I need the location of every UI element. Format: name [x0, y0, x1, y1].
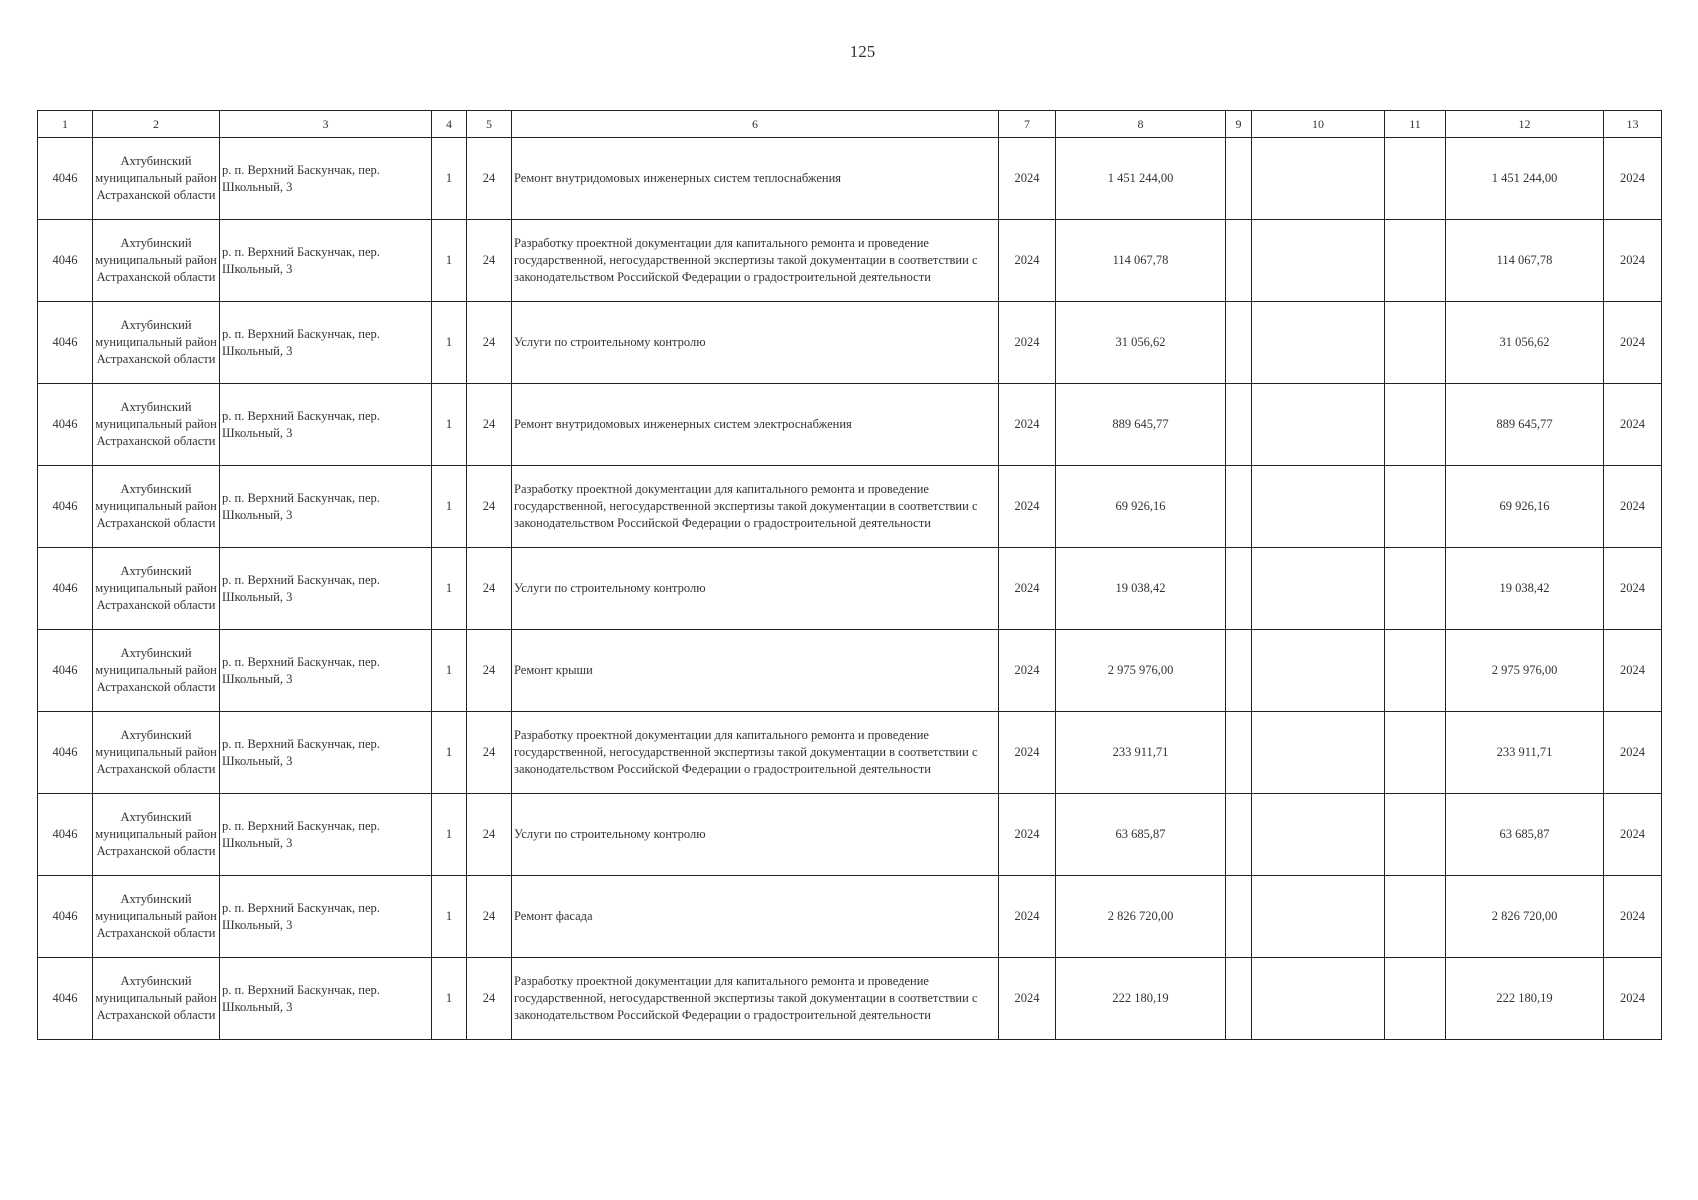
cell-col-11 [1385, 630, 1446, 712]
cell-address: р. п. Верхний Баскунчак, пер. Школьный, 3 [220, 138, 432, 220]
column-header: 11 [1385, 111, 1446, 138]
cell-total-cost: 69 926,16 [1056, 466, 1226, 548]
cell-col-11 [1385, 712, 1446, 794]
cell-house-id: 4046 [38, 794, 93, 876]
cell-col-10 [1252, 466, 1385, 548]
column-header: 6 [512, 111, 999, 138]
cell-col-5: 24 [467, 876, 512, 958]
cell-col-9 [1226, 548, 1252, 630]
cell-house-id: 4046 [38, 220, 93, 302]
cell-work-type: Ремонт внутридомовых инженерных систем электроснабжения [512, 384, 999, 466]
cell-work-type: Услуги по строительному контролю [512, 302, 999, 384]
cell-col-4: 1 [432, 794, 467, 876]
cell-year: 2024 [999, 712, 1056, 794]
cell-col-4: 1 [432, 220, 467, 302]
cell-municipality: Ахтубинский муниципальный район Астраханской области [93, 138, 220, 220]
cell-col-5: 24 [467, 794, 512, 876]
cell-municipality: Ахтубинский муниципальный район Астраханской области [93, 630, 220, 712]
cell-year: 2024 [999, 794, 1056, 876]
cell-year: 2024 [999, 548, 1056, 630]
cell-col-9 [1226, 958, 1252, 1040]
cell-total-cost: 31 056,62 [1056, 302, 1226, 384]
cell-house-id: 4046 [38, 876, 93, 958]
column-header: 3 [220, 111, 432, 138]
column-header: 10 [1252, 111, 1385, 138]
cell-total-cost: 114 067,78 [1056, 220, 1226, 302]
cell-municipality: Ахтубинский муниципальный район Астраханской области [93, 794, 220, 876]
table-row [38, 958, 1662, 1040]
cell-funding-amount: 2 826 720,00 [1446, 876, 1604, 958]
cell-municipality: Ахтубинский муниципальный район Астраханской области [93, 466, 220, 548]
column-header: 9 [1226, 111, 1252, 138]
cell-total-cost: 2 826 720,00 [1056, 876, 1226, 958]
cell-funding-amount: 69 926,16 [1446, 466, 1604, 548]
cell-col-4: 1 [432, 712, 467, 794]
cell-completion-year: 2024 [1604, 876, 1662, 958]
cell-completion-year: 2024 [1604, 138, 1662, 220]
cell-col-10 [1252, 548, 1385, 630]
cell-completion-year: 2024 [1604, 384, 1662, 466]
cell-work-type: Разработку проектной документации для капитального ремонта и проведение государственной, негосударственной экспертизы такой документации в соответствии с законодательством Российской Федерации о градостроительной деятельности [512, 220, 999, 302]
cell-col-9 [1226, 138, 1252, 220]
cell-year: 2024 [999, 384, 1056, 466]
cell-municipality: Ахтубинский муниципальный район Астраханской области [93, 876, 220, 958]
table-row [38, 138, 1662, 220]
cell-total-cost: 2 975 976,00 [1056, 630, 1226, 712]
cell-municipality: Ахтубинский муниципальный район Астраханской области [93, 958, 220, 1040]
cell-col-4: 1 [432, 630, 467, 712]
cell-address: р. п. Верхний Баскунчак, пер. Школьный, 3 [220, 548, 432, 630]
cell-col-9 [1226, 794, 1252, 876]
cell-col-11 [1385, 220, 1446, 302]
cell-address: р. п. Верхний Баскунчак, пер. Школьный, 3 [220, 876, 432, 958]
cell-col-9 [1226, 712, 1252, 794]
cell-work-type: Разработку проектной документации для капитального ремонта и проведение государственной, негосударственной экспертизы такой документации в соответствии с законодательством Российской Федерации о градостроительной деятельности [512, 958, 999, 1040]
cell-completion-year: 2024 [1604, 630, 1662, 712]
cell-col-4: 1 [432, 384, 467, 466]
cell-house-id: 4046 [38, 630, 93, 712]
table-body [38, 138, 1662, 1040]
cell-year: 2024 [999, 876, 1056, 958]
cell-house-id: 4046 [38, 958, 93, 1040]
cell-col-10 [1252, 220, 1385, 302]
cell-col-4: 1 [432, 548, 467, 630]
cell-col-5: 24 [467, 384, 512, 466]
cell-col-9 [1226, 384, 1252, 466]
cell-total-cost: 222 180,19 [1056, 958, 1226, 1040]
cell-completion-year: 2024 [1604, 794, 1662, 876]
cell-col-10 [1252, 712, 1385, 794]
cell-work-type: Разработку проектной документации для капитального ремонта и проведение государственной, негосударственной экспертизы такой документации в соответствии с законодательством Российской Федерации о градостроительной деятельности [512, 712, 999, 794]
cell-municipality: Ахтубинский муниципальный район Астраханской области [93, 302, 220, 384]
cell-funding-amount: 889 645,77 [1446, 384, 1604, 466]
cell-work-type: Разработку проектной документации для капитального ремонта и проведение государственной, негосударственной экспертизы такой документации в соответствии с законодательством Российской Федерации о градостроительной деятельности [512, 466, 999, 548]
cell-work-type: Ремонт фасада [512, 876, 999, 958]
cell-funding-amount: 114 067,78 [1446, 220, 1604, 302]
cell-total-cost: 889 645,77 [1056, 384, 1226, 466]
table-row [38, 302, 1662, 384]
cell-year: 2024 [999, 138, 1056, 220]
cell-col-11 [1385, 794, 1446, 876]
cell-completion-year: 2024 [1604, 220, 1662, 302]
cell-col-5: 24 [467, 630, 512, 712]
table-row [38, 220, 1662, 302]
column-header: 13 [1604, 111, 1662, 138]
page-number: 125 [849, 42, 876, 61]
cell-work-type: Ремонт внутридомовых инженерных систем теплоснабжения [512, 138, 999, 220]
cell-funding-amount: 233 911,71 [1446, 712, 1604, 794]
cell-col-5: 24 [467, 466, 512, 548]
table-row [38, 794, 1662, 876]
cell-address: р. п. Верхний Баскунчак, пер. Школьный, 3 [220, 302, 432, 384]
cell-col-9 [1226, 302, 1252, 384]
column-header: 8 [1056, 111, 1226, 138]
column-header: 12 [1446, 111, 1604, 138]
column-header: 7 [999, 111, 1056, 138]
cell-completion-year: 2024 [1604, 302, 1662, 384]
cell-total-cost: 63 685,87 [1056, 794, 1226, 876]
cell-col-11 [1385, 138, 1446, 220]
cell-total-cost: 1 451 244,00 [1056, 138, 1226, 220]
cell-col-10 [1252, 958, 1385, 1040]
cell-funding-amount: 1 451 244,00 [1446, 138, 1604, 220]
cell-address: р. п. Верхний Баскунчак, пер. Школьный, 3 [220, 958, 432, 1040]
cell-address: р. п. Верхний Баскунчак, пер. Школьный, 3 [220, 712, 432, 794]
cell-funding-amount: 31 056,62 [1446, 302, 1604, 384]
cell-total-cost: 19 038,42 [1056, 548, 1226, 630]
cell-year: 2024 [999, 630, 1056, 712]
cell-completion-year: 2024 [1604, 958, 1662, 1040]
cell-house-id: 4046 [38, 466, 93, 548]
cell-col-11 [1385, 958, 1446, 1040]
cell-col-5: 24 [467, 302, 512, 384]
cell-col-10 [1252, 876, 1385, 958]
cell-col-9 [1226, 466, 1252, 548]
cell-col-10 [1252, 384, 1385, 466]
cell-address: р. п. Верхний Баскунчак, пер. Школьный, 3 [220, 384, 432, 466]
cell-year: 2024 [999, 958, 1056, 1040]
cell-col-11 [1385, 876, 1446, 958]
cell-house-id: 4046 [38, 138, 93, 220]
cell-work-type: Ремонт крыши [512, 630, 999, 712]
cell-col-10 [1252, 302, 1385, 384]
column-number-header-row [38, 111, 1662, 138]
cell-col-9 [1226, 876, 1252, 958]
column-header: 4 [432, 111, 467, 138]
table-row [38, 876, 1662, 958]
cell-funding-amount: 2 975 976,00 [1446, 630, 1604, 712]
cell-house-id: 4046 [38, 548, 93, 630]
cell-address: р. п. Верхний Баскунчак, пер. Школьный, 3 [220, 794, 432, 876]
cell-col-5: 24 [467, 220, 512, 302]
column-header: 2 [93, 111, 220, 138]
cell-completion-year: 2024 [1604, 466, 1662, 548]
cell-col-11 [1385, 384, 1446, 466]
cell-work-type: Услуги по строительному контролю [512, 794, 999, 876]
cell-col-4: 1 [432, 466, 467, 548]
cell-work-type: Услуги по строительному контролю [512, 548, 999, 630]
table-row [38, 548, 1662, 630]
table-row [38, 466, 1662, 548]
cell-col-5: 24 [467, 548, 512, 630]
column-header: 1 [38, 111, 93, 138]
cell-year: 2024 [999, 466, 1056, 548]
cell-total-cost: 233 911,71 [1056, 712, 1226, 794]
cell-year: 2024 [999, 220, 1056, 302]
cell-funding-amount: 19 038,42 [1446, 548, 1604, 630]
cell-municipality: Ахтубинский муниципальный район Астраханской области [93, 220, 220, 302]
cell-col-5: 24 [467, 958, 512, 1040]
column-header: 5 [467, 111, 512, 138]
cell-col-10 [1252, 794, 1385, 876]
cell-col-9 [1226, 220, 1252, 302]
cell-col-9 [1226, 630, 1252, 712]
table-row [38, 384, 1662, 466]
cell-municipality: Ахтубинский муниципальный район Астраханской области [93, 712, 220, 794]
cell-municipality: Ахтубинский муниципальный район Астраханской области [93, 384, 220, 466]
cell-completion-year: 2024 [1604, 548, 1662, 630]
cell-col-11 [1385, 548, 1446, 630]
cell-completion-year: 2024 [1604, 712, 1662, 794]
cell-address: р. п. Верхний Баскунчак, пер. Школьный, 3 [220, 466, 432, 548]
cell-col-4: 1 [432, 876, 467, 958]
capital-repair-table [37, 110, 1662, 1040]
cell-col-11 [1385, 466, 1446, 548]
table-row [38, 712, 1662, 794]
cell-col-4: 1 [432, 138, 467, 220]
cell-col-5: 24 [467, 138, 512, 220]
table-row [38, 630, 1662, 712]
cell-house-id: 4046 [38, 302, 93, 384]
cell-col-10 [1252, 138, 1385, 220]
cell-col-4: 1 [432, 302, 467, 384]
cell-house-id: 4046 [38, 384, 93, 466]
cell-col-11 [1385, 302, 1446, 384]
cell-municipality: Ахтубинский муниципальный район Астраханской области [93, 548, 220, 630]
cell-year: 2024 [999, 302, 1056, 384]
cell-address: р. п. Верхний Баскунчак, пер. Школьный, 3 [220, 220, 432, 302]
cell-funding-amount: 222 180,19 [1446, 958, 1604, 1040]
cell-col-10 [1252, 630, 1385, 712]
cell-col-4: 1 [432, 958, 467, 1040]
cell-col-5: 24 [467, 712, 512, 794]
cell-funding-amount: 63 685,87 [1446, 794, 1604, 876]
cell-address: р. п. Верхний Баскунчак, пер. Школьный, 3 [220, 630, 432, 712]
cell-house-id: 4046 [38, 712, 93, 794]
